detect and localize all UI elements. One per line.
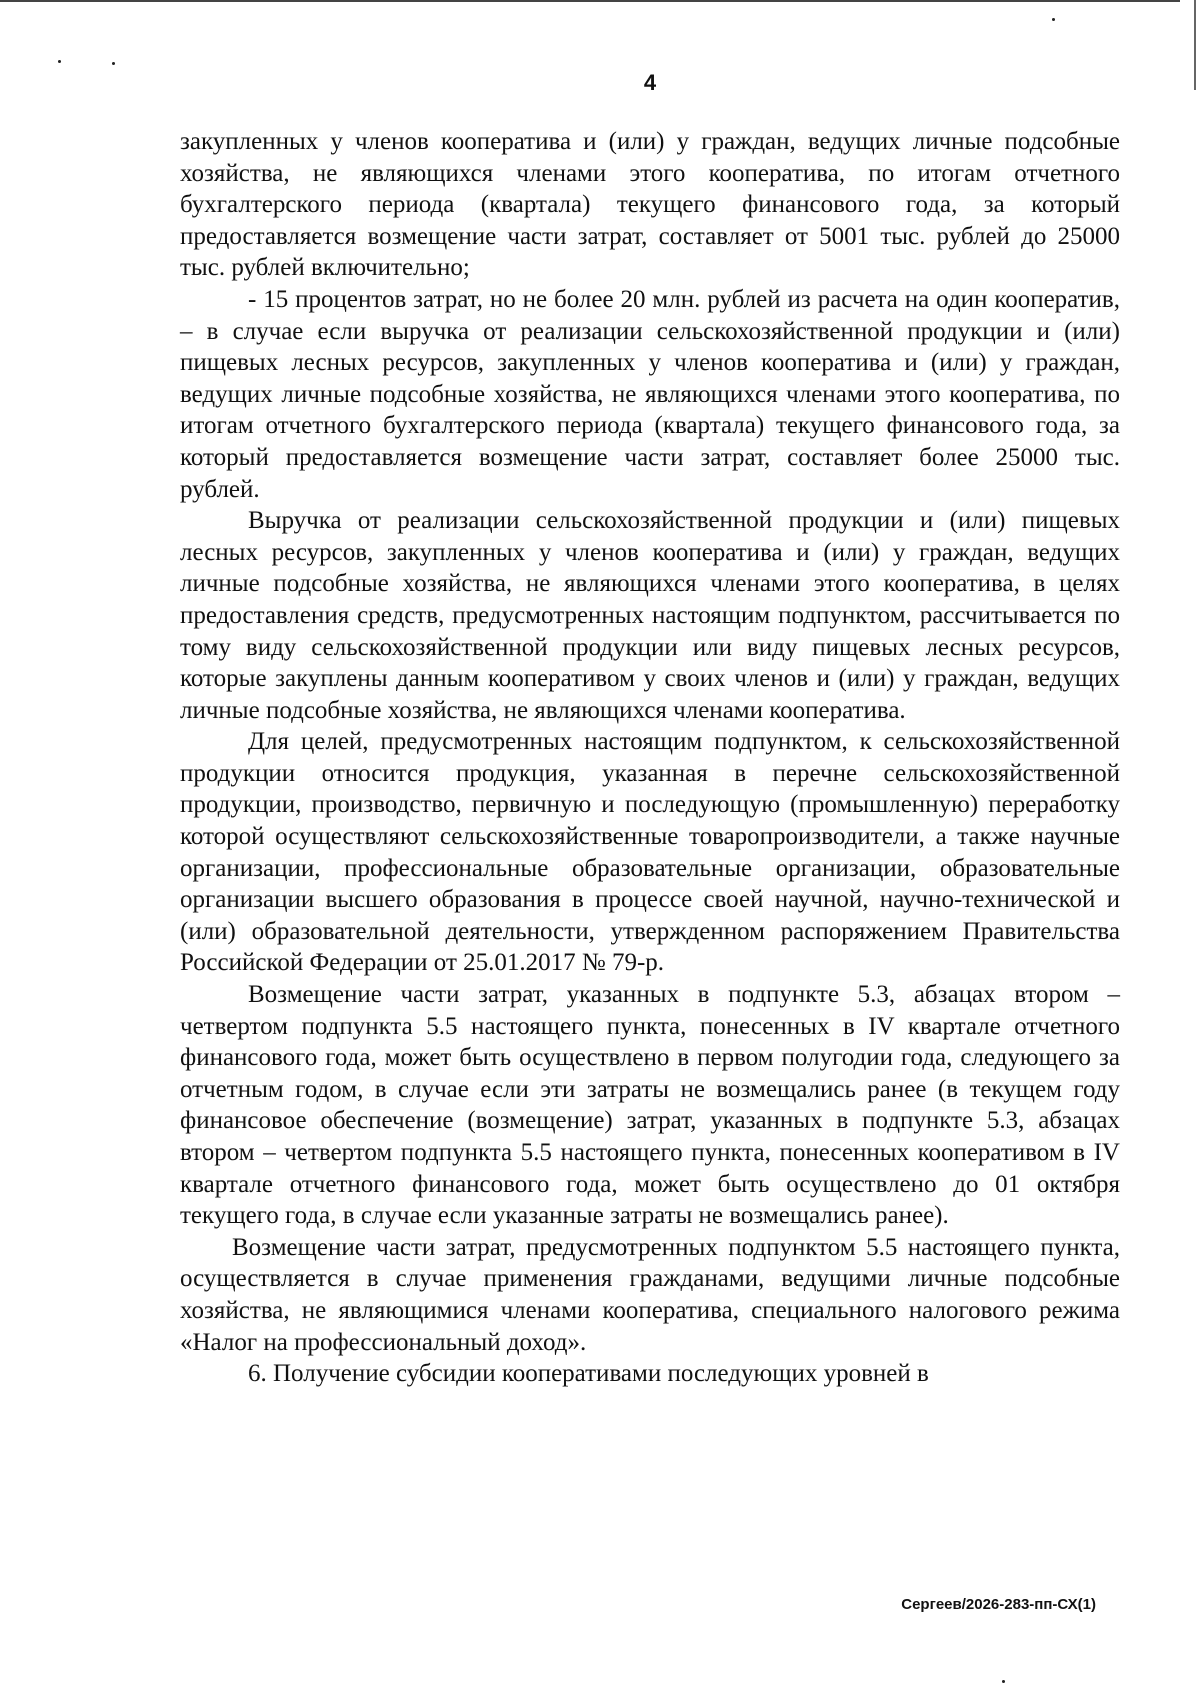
footer-document-code: Сергеев/2026-283-пп-СХ(1) [901,1596,1096,1613]
scan-speck [112,62,115,65]
paragraph-continuation: закупленных у членов кооператива и (или) у граждан, ведущих личные подсобные хозяйства, не являющихся членами этого кооператива, по итогам отчетного бухгалтерского периода (квартала) текущего финансового года, за который предоставляется возмещение части затрат, составляет от 5001 тыс. рублей до 25000 тыс. рублей включительно; [180,128,1120,282]
scan-speck [1052,18,1055,21]
document-body [180,126,1120,1390]
scan-speck [58,60,61,63]
paragraph-tax-regime: Возмещение части затрат, предусмотренных подпунктом 5.5 настоящего пункта, осуществляется в случае применения гражданами, ведущими личные подсобные хозяйства, не являющимися членами кооператива, специального налогового режима «Налог на профессиональный доход». [180,1233,1120,1356]
paragraph-reimbursement: Возмещение части затрат, указанных в подпункте 5.3, абзацах втором – четвертом подпункта 5.5 настоящего пункта, понесенных в IV квартале отчетного финансового года, может быть осуществлено в первом полугодии года, следующего за отчетным годом, в случае если эти затраты не возмещались ранее (в текущем году финансовое обеспечение (возмещение) затрат, указанных в подпункте 5.3, абзацах втором – четвертом подпункта 5.5 настоящего пункта, понесенных кооперативом в IV квартале отчетного финансового года, может быть осуществлено до 01 октября текущего года, в случае если указанные затраты не возмещались ранее). [180,981,1120,1230]
paragraph-item-6: 6. Получение субсидии кооперативами последующих уровней в [248,1360,929,1388]
paragraph-revenue: Выручка от реализации сельскохозяйственной продукции и (или) пищевых лесных ресурсов, закупленных у членов кооператива и (или) у граждан, ведущих личные подсобные хозяйства, не являющихся членами этого кооператива, в целях предоставления средств, предусмотренных настоящим подпунктом, рассчитывается по тому виду сельскохозяйственной продукции или виду пищевых лесных ресурсов, которые закуплены данным кооперативом у своих членов и (или) у граждан, ведущих личные подсобные хозяйства, не являющихся членами кооператива. [180,507,1120,724]
scan-speck [1002,1680,1005,1683]
paragraph-purposes: Для целей, предусмотренных настоящим подпунктом, к сельскохозяйственной продукции относится продукция, указанная в перечне сельскохозяйственной продукции, производство, первичную и последующую (промышленную) переработку которой осуществляют сельскохозяйственные товаропроизводители, а также научные организации, профессиональные образовательные организации, образовательные организации высшего образования в процессе своей научной, научно-технической и (или) образовательной деятельности, утвержденном распоряжением Правительства Российской Федерации от 25.01.2017 № 79-р. [180,728,1120,977]
paragraph-list-item: - 15 процентов затрат, но не более 20 млн. рублей из расчета на один кооператив, – в случае если выручка от реализации сельскохозяйственной продукции и (или) пищевых лесных ресурсов, закупленных у членов кооператива и (или) у граждан, ведущих личные подсобные хозяйства, не являющихся членами этого кооператива, по итогам отчетного бухгалтерского периода (квартала) текущего финансового года, за который предоставляется возмещение части затрат, составляет более 25000 тыс. рублей. [180,285,1120,503]
page-number: 4 [643,70,657,95]
scan-edge-top [0,0,1180,2]
